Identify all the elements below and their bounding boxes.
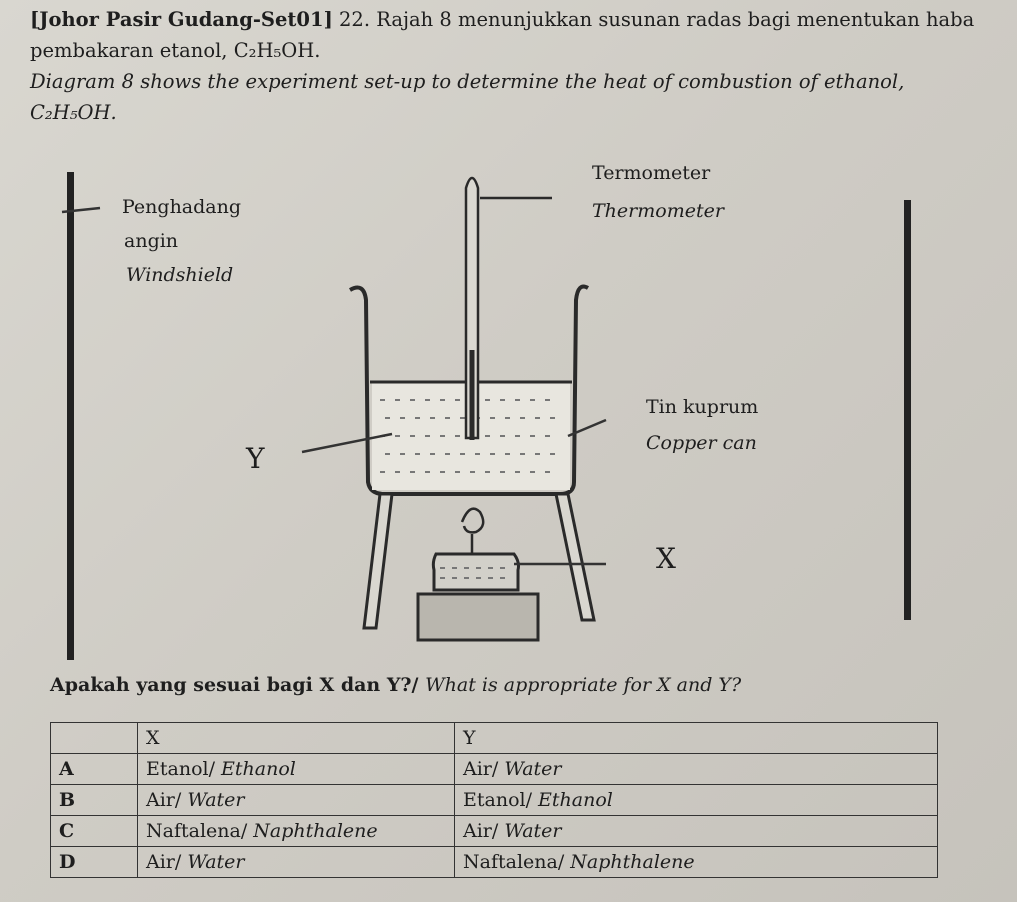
sub-question-malay: Apakah yang sesuai bagi X dan Y?/	[50, 674, 419, 696]
option-x: Air/ Water	[138, 785, 455, 816]
wooden-block	[418, 594, 538, 640]
windshield-right	[904, 200, 911, 620]
option-x: Air/ Water	[138, 847, 455, 878]
label-thermometer-ms: Termometer	[592, 162, 711, 184]
label-windshield-en: Windshield	[126, 264, 234, 286]
option-key: A	[51, 754, 138, 785]
question-english: Diagram 8 shows the experiment set-up to determine the heat of combustion of ethanol, C₂H₅OH.	[30, 70, 905, 124]
option-y: Air/ Water	[455, 754, 938, 785]
label-can-en: Copper can	[646, 432, 757, 454]
label-windshield-ms-2: angin	[124, 230, 179, 252]
label-can-ms: Tin kuprum	[646, 396, 759, 418]
label-y: Y	[246, 442, 265, 475]
label-x: X	[656, 542, 676, 575]
option-y: Etanol/ Ethanol	[455, 785, 938, 816]
option-x: Naftalena/ Naphthalene	[138, 816, 455, 847]
header-cell	[51, 723, 138, 754]
wick	[462, 509, 483, 554]
apparatus-diagram	[0, 150, 1017, 670]
option-y: Naftalena/ Naphthalene	[455, 847, 938, 878]
sub-question	[50, 674, 741, 696]
option-key: C	[51, 816, 138, 847]
option-key: B	[51, 785, 138, 816]
windshield-left	[67, 172, 74, 660]
question-text	[30, 4, 990, 128]
question-number: 22.	[339, 8, 371, 31]
header-cell: X	[138, 723, 455, 754]
option-y: Air/ Water	[455, 816, 938, 847]
table-row[interactable]	[51, 785, 938, 816]
header-cell: Y	[455, 723, 938, 754]
question-malay: Rajah 8 menunjukkan susunan radas bagi menentukan haba pembakaran etanol, C₂H₅OH.	[30, 8, 975, 62]
label-windshield-ms-1: Penghadang	[122, 196, 242, 218]
option-key: D	[51, 847, 138, 878]
sub-question-english: What is appropriate for X and Y?	[425, 674, 742, 696]
table-row[interactable]	[51, 847, 938, 878]
table-row[interactable]	[51, 816, 938, 847]
option-x: Etanol/ Ethanol	[138, 754, 455, 785]
apparatus-drawing	[0, 150, 1017, 670]
table-row[interactable]	[51, 754, 938, 785]
table-header-row	[51, 723, 938, 754]
label-thermometer-en: Thermometer	[592, 200, 724, 222]
question-tag: [Johor Pasir Gudang-Set01]	[30, 8, 333, 31]
options-table	[50, 722, 938, 878]
